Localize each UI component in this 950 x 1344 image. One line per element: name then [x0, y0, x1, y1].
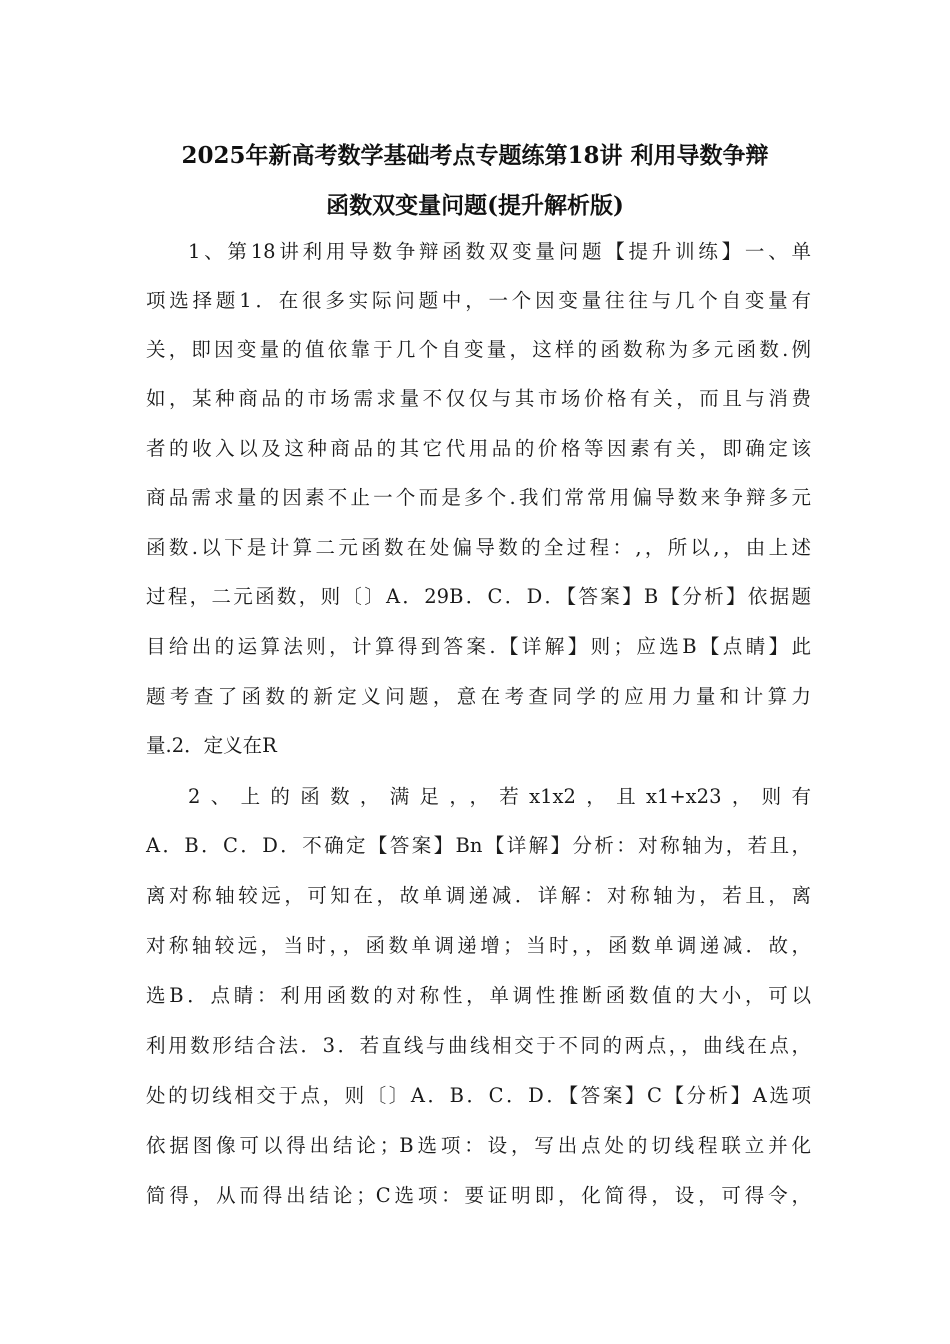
- document-title-line-1: 2025年新高考数学基础考点专题练第18讲 利用导数争辩: [181, 142, 769, 169]
- paragraph-2-line: A．B．C．D．不确定【答案】Bn【详解】分析：对称轴为，若且，: [146, 834, 811, 857]
- paragraph-1-line: 关，即因变量的值依靠于几个自变量，这样的函数称为多元函数.例: [146, 338, 811, 361]
- paragraph-1-line: 过程，二元函数，则〔〕A．29B．C．D．【答案】B【分析】依据题: [146, 585, 811, 608]
- document-title-line-2: 函数双变量问题(提升解析版): [326, 192, 624, 219]
- paragraph-2-line: 离对称轴较远，可知在，故单调递减．详解：对称轴为，若且，离: [146, 884, 811, 907]
- paragraph-2-line: 处的切线相交于点，则〔〕A．B．C．D．【答案】C【分析】A选项: [146, 1084, 811, 1107]
- paragraph-1-line: 如，某种商品的市场需求量不仅仅与其市场价格有关，而且与消费: [146, 387, 811, 410]
- paragraph-1-line: 题考查了函数的新定义问题，意在考查同学的应用力量和计算力: [146, 685, 811, 708]
- paragraph-2-line: 依据图像可以得出结论；B选项：设，写出点处的切线程联立并化: [146, 1134, 811, 1157]
- paragraph-1-line: 商品需求量的因素不止一个而是多个.我们常常用偏导数来争辩多元: [146, 486, 811, 509]
- paragraph-1-line: 目给出的运算法则，计算得到答案.【详解】则；应选B【点睛】此: [146, 635, 811, 658]
- paragraph-1-line: 项选择题1．在很多实际问题中，一个因变量往往与几个自变量有: [146, 289, 811, 312]
- paragraph-2-line: 简得，从而得出结论；C选项：要证明即，化简得，设，可得令，: [146, 1184, 811, 1207]
- paragraph-2-line: 对称轴较远，当时，，函数单调递增；当时，，函数单调递减．故，: [146, 934, 811, 957]
- paragraph-2-line: 利用数形结合法．3．若直线与曲线相交于不同的两点，，曲线在点，: [146, 1034, 811, 1057]
- paragraph-2-line: 选B．点睛：利用函数的对称性，单调性推断函数值的大小，可以: [146, 984, 811, 1007]
- paragraph-2-line: 2、上的函数，满足，，若x1x2，且x1+x23，则有: [188, 785, 811, 808]
- paragraph-1-line: 者的收入以及这种商品的其它代用品的价格等因素有关，即确定该: [146, 437, 811, 460]
- paragraph-1-line: 1、第18讲利用导数争辩函数双变量问题【提升训练】一、单: [188, 240, 811, 263]
- paragraph-1-line: 函数.以下是计算二元函数在处偏导数的全过程：,，所以,，由上述: [146, 536, 811, 559]
- paragraph-1-line: 量.2．定义在R: [146, 734, 277, 757]
